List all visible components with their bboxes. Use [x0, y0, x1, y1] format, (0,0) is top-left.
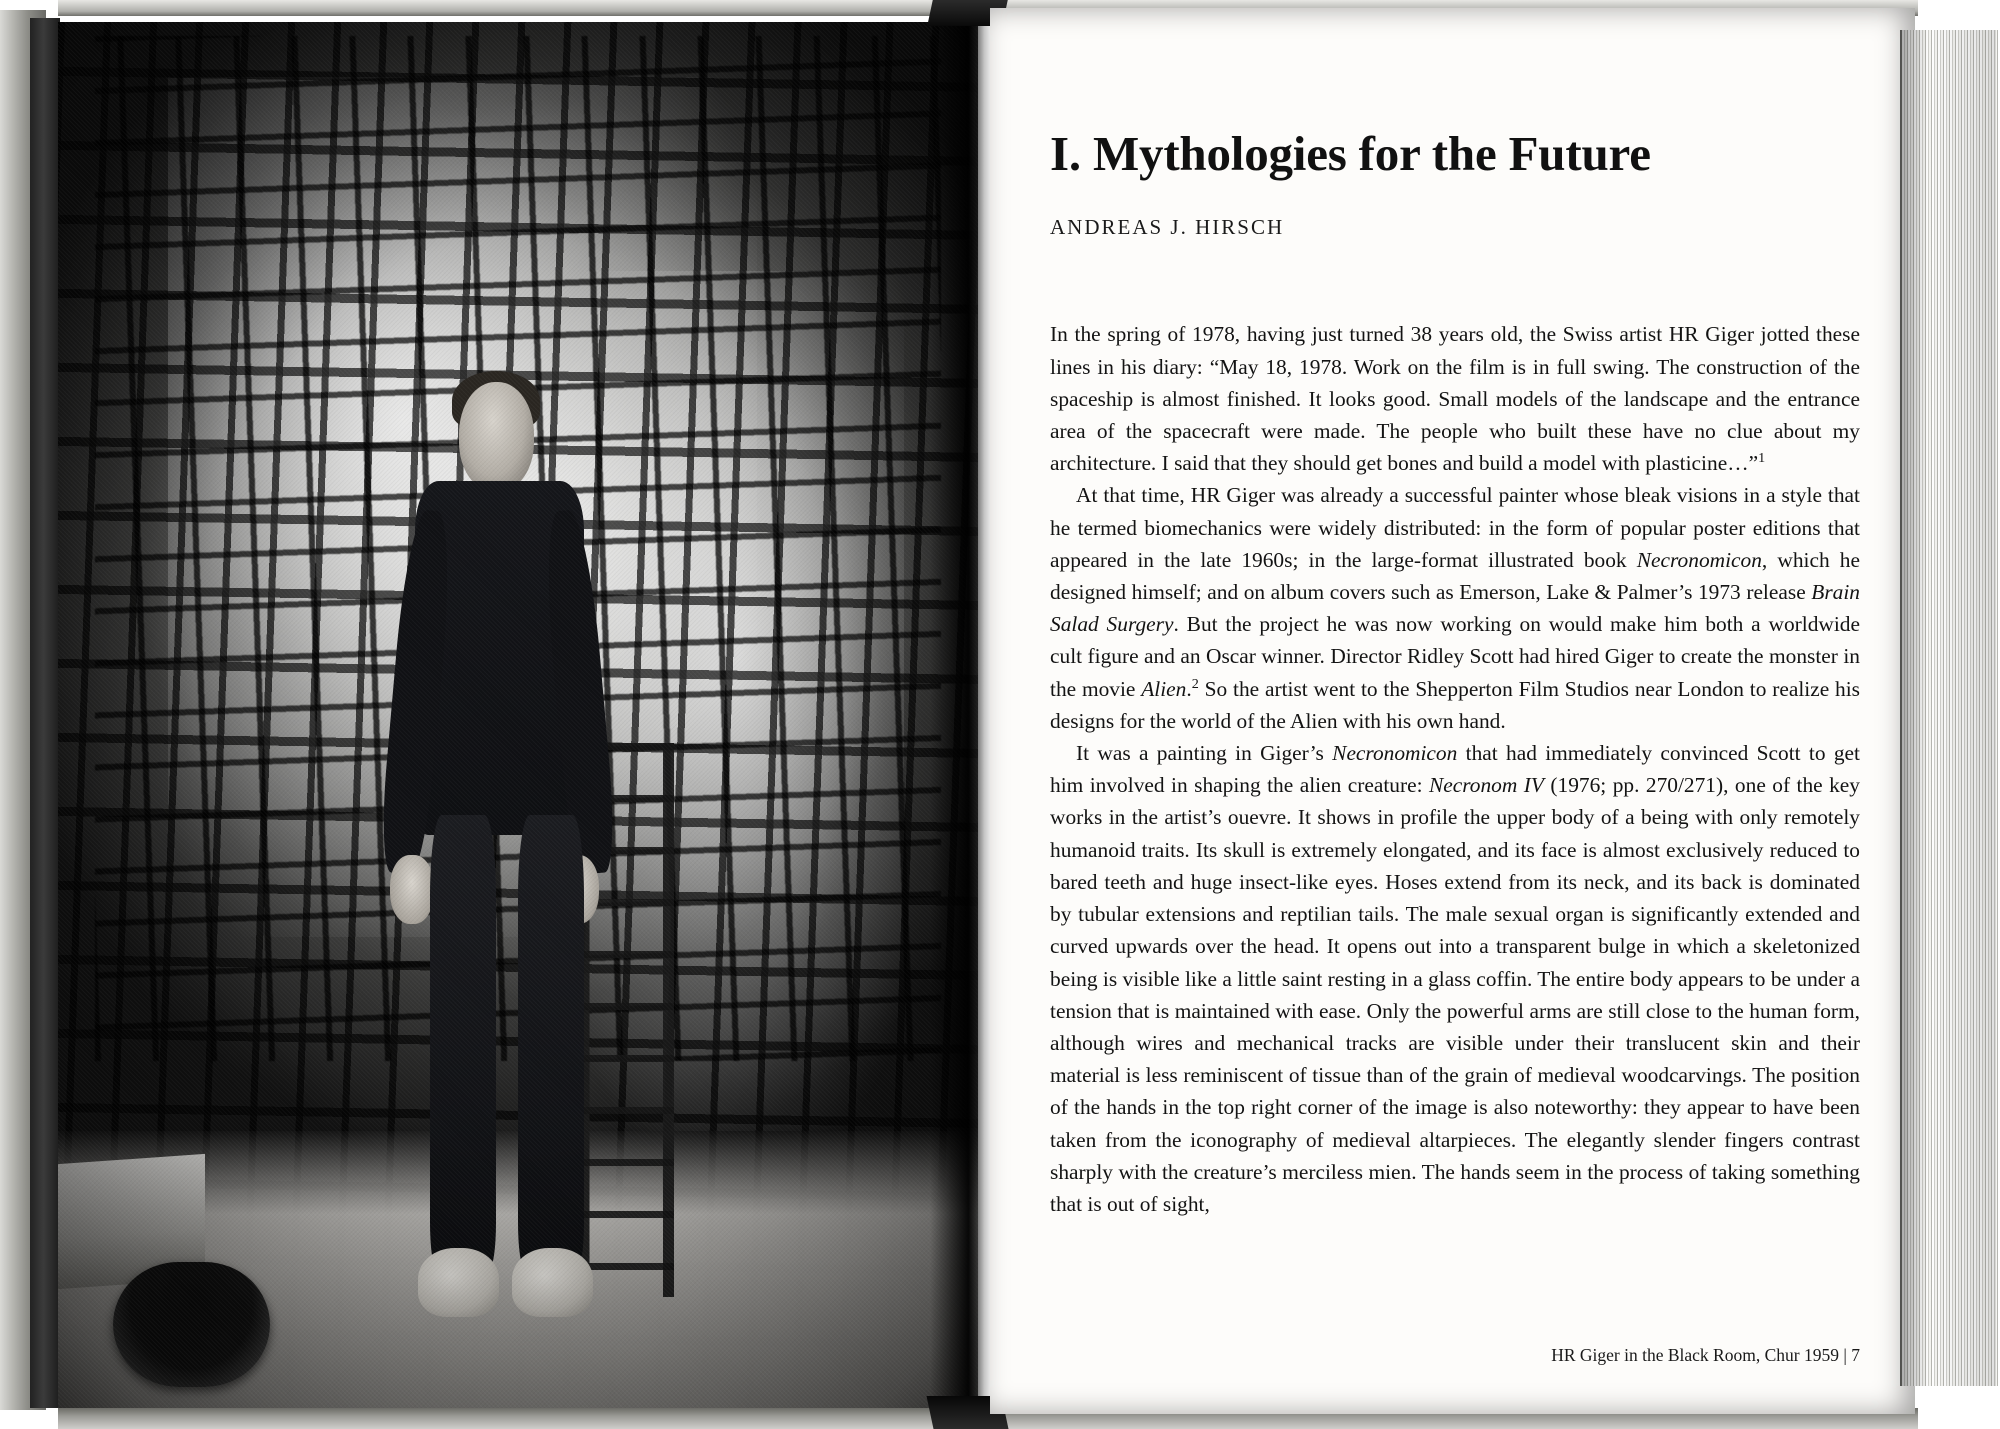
left-cover-block	[30, 18, 60, 1408]
paragraph-3: It was a painting in Giger’s Necronomicon that had immediately convinced Scott to get him involved in shaping the alien creature: Necronom IV (1976; pp. 270/271), one of the key works in the artist’s ouevre. It shows in profile the upper body of a being with only remotely humanoid traits. Its skull is extremely elongated, and its face is almost exclusively reduced to bared teeth and huge insect-like eyes. Hoses extend from its neck, and its back is dominated by tubular extensions and reptilian tails. The male sexual organ is significantly extended and curved upwards over the head. It opens out into a transparent bulge in which a skeletonized being is visible like a little saint resting in a glass coffin. The entire body appears to be under a tension that is maintained with ease. Only the powerful arms are still close to the human form, although wires and mechanical tracks are visible under their translucent skin and their material is less reminiscent of tissue than of the grain of medieval woodcarvings. The position of the hands in the top right corner of the image is also noteworthy: they appear to have been taken from the iconography of medieval altarpieces. The elegantly slender fingers contrast sharply with the creature’s merciless mien. The hands seem in the process of taking something that is out of sight,	[1050, 741, 1861, 1216]
right-page	[990, 8, 1915, 1414]
page-text-block	[1050, 128, 1860, 1220]
photo-film-grain	[58, 22, 978, 1408]
caption-text: HR Giger in the Black Room, Chur 1959	[1551, 1345, 1839, 1365]
title-alien: Alien	[1141, 676, 1187, 701]
photograph-image	[58, 22, 978, 1408]
caption-separator: |	[1843, 1345, 1847, 1365]
right-edge-shading	[1900, 30, 1996, 1386]
footnote-marker-2: 2	[1191, 675, 1199, 692]
title-necronom-iv: Necronom IV	[1428, 773, 1544, 798]
title-necronomicon-2: Necronomicon	[1332, 741, 1458, 766]
paragraph-2: At that time, HR Giger was already a successful painter whose bleak visions in a style that he termed biomechanics were widely distributed: in the form of popular poster editions that appeared in the late 1960s; in the large-format illustrated book Necronomicon, which he designed himself; and on album covers such as Emerson, Lake & Palmer’s 1973 release Brain Salad Surgery. But the project he was now working on would make him both a worldwide cult figure and an Oscar winner. Director Ridley Scott had hired Giger to create the monster in the movie Alien.$^2$ So the artist went to the Shepperton Film Studios near London to realize his designs for the world of the Alien with his own hand.	[1050, 483, 1860, 733]
page-caption	[1551, 1345, 1860, 1366]
title-necronomicon: Necronomicon	[1636, 547, 1762, 572]
left-page-photo	[58, 22, 978, 1408]
author-byline: ANDREAS J. HIRSCH	[1050, 215, 1285, 240]
page-number: 7	[1851, 1345, 1860, 1365]
title-brain-salad-surgery: Brain Salad Surgery	[1050, 580, 1860, 637]
paragraph-1: In the spring of 1978, having just turned 38 years old, the Swiss artist HR Giger jotted these lines in his diary: “May 18, 1978. Work on the film is in full swing. The construction of the spaceship is almost finished. It looks good. Small models of the landscape and the entrance area of the spacecraft were made. The people who built these have no clue about my architecture. I said that they should get bones and build a model with plasticine…”$^1$	[1050, 322, 1860, 476]
footnote-marker-1: 1	[1758, 450, 1766, 467]
body-text-column	[1050, 318, 1860, 1220]
chapter-title: I. Mythologies for the Future	[1050, 126, 1651, 181]
